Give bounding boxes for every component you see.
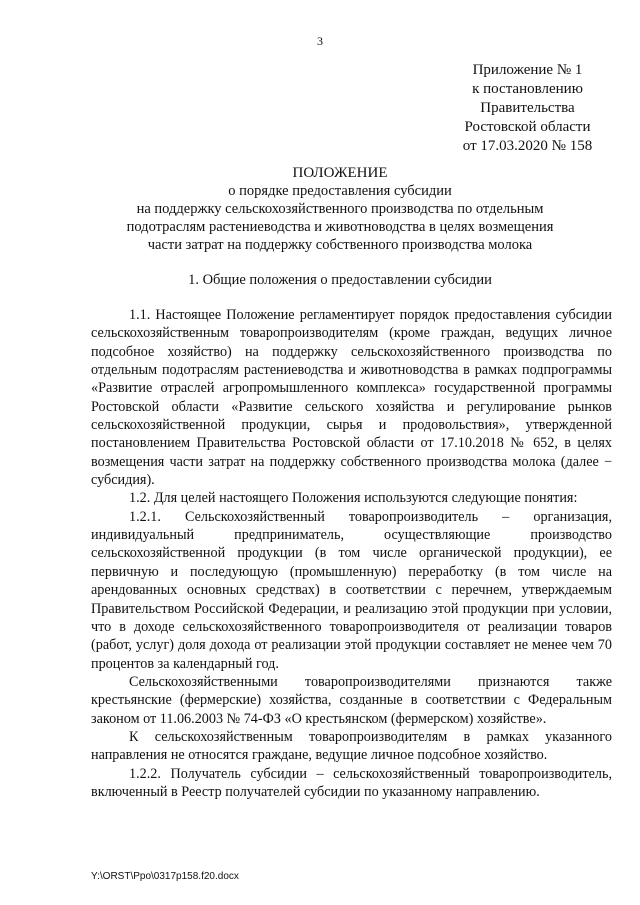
appendix-line: к постановлению — [472, 81, 583, 97]
paragraph: 1.2.2. Получатель субсидии – сельскохозяйственный товаропроизводитель, включенный в Реестр получателей субсидии по указанному направлению. — [91, 765, 612, 800]
paragraph: 1.1. Настоящее Положение регламентирует порядок предоставления субсидии сельскохозяйственным товаропроизводителям (кроме граждан, ведущих личное подсобное хозяйство) на поддержку сельскохозяйственного производства по отдельным подотраслям растениеводства и животноводства в рамках подпрограммы «Развитие отраслей агропромышленного комплекса» государственной программы Ростовской области «Развитие сельского хозяйства и регулирование рынков сельскохозяйственной продукции, сырья и продовольствия», утвержденной постановлением Правительства Ростовской области от 17.10.2018 № 652, в целях возмещения части затрат на поддержку собственного производства молока (далее − субсидия). — [91, 307, 612, 489]
title-line: о порядке предоставления субсидии — [228, 183, 452, 199]
appendix-header — [440, 61, 615, 156]
title-line: подотраслям растениеводства и животноводства в целях возмещения — [126, 219, 554, 235]
appendix-line: Приложение № 1 — [472, 62, 583, 78]
appendix-line: Ростовской области — [464, 119, 591, 135]
page-number: 3 — [317, 34, 323, 48]
document-title — [80, 164, 600, 254]
appendix-line: от 17.03.2020 № 158 — [462, 138, 593, 154]
paragraph: К сельскохозяйственным товаропроизводителям в рамках указанного направления не относятся граждане, ведущие личное подсобное хозяйство. — [91, 728, 612, 764]
document-body — [91, 306, 612, 801]
title-line: части затрат на поддержку собственного производства молока — [147, 237, 533, 253]
paragraph: 1.2. Для целей настоящего Положения используются следующие понятия: — [129, 490, 578, 507]
footer-file-path: Y:\ORST\Ppo\0317p158.f20.docx — [91, 871, 239, 882]
title-line: на поддержку сельскохозяйственного производства по отдельным — [136, 201, 544, 217]
title-main: ПОЛОЖЕНИЕ — [292, 165, 388, 181]
paragraph: Сельскохозяйственными товаропроизводителями признаются также крестьянские (фермерские) хозяйства, созданные в соответствии с Федеральным законом от 11.06.2003 № 74-ФЗ «О крестьянском (фермерском) хозяйстве». — [91, 673, 612, 727]
paragraph: 1.2.1. Сельскохозяйственный товаропроизводитель – организация, индивидуальный предприниматель, осуществляющие производство сельскохозяйственной продукции (в том числе органической продукции), ее первичную и последующую (промышленную) переработку (в том числе на арендованных основных средствах) в соответствии с перечнем, утверждаемым Правительством Российской Федерации, и реализацию этой продукции при условии, что в доходе сельскохозяйственного товаропроизводителя от реализации товаров (работ, услуг) доля дохода от реализации этой продукции составляет не менее чем 70 процентов за календарный год. — [91, 508, 612, 672]
section-heading: 1. Общие положения о предоставлении субсидии — [188, 272, 492, 288]
appendix-line: Правительства — [480, 100, 575, 116]
